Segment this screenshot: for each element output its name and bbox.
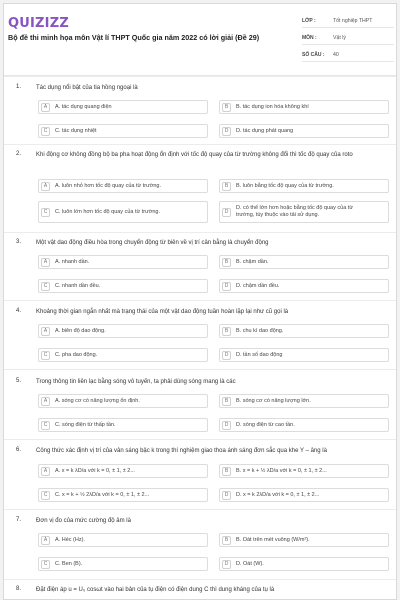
- divider: [4, 232, 397, 233]
- option-text: B. x = k + ½ λD/a với k = 0, ± 1, ± 2...: [236, 467, 327, 474]
- worksheet-header: [4, 4, 396, 76]
- question-text: Khoảng thời gian ngắn nhất mà trạng thái của một vật dao động tuần hoàn lặp lại như cũ gọi là: [36, 309, 289, 315]
- option-letter: B: [222, 397, 231, 406]
- option-a[interactable]: [38, 324, 208, 338]
- option-text: A. tác dụng quang điện: [55, 103, 112, 110]
- option-text: B. luôn bằng tốc độ quay của từ trường.: [236, 182, 334, 189]
- option-text: D. chậm dần đều.: [236, 282, 280, 289]
- option-c[interactable]: [38, 279, 208, 293]
- option-letter: A: [41, 467, 50, 476]
- option-d[interactable]: [219, 279, 389, 293]
- option-b[interactable]: [219, 533, 389, 547]
- option-text: B. Oát trên mét vuông (W/m²).: [236, 536, 310, 543]
- option-letter: C: [41, 491, 50, 500]
- option-letter: B: [222, 103, 231, 112]
- option-d[interactable]: [219, 124, 389, 138]
- option-text: D. sóng điện từ cao tần.: [236, 421, 295, 428]
- option-letter: B: [222, 536, 231, 545]
- option-letter: C: [41, 282, 50, 291]
- option-text: A. x = k λD/a với k = 0, ± 1, ± 2...: [55, 467, 135, 474]
- option-text: B. chu kì dao động.: [236, 327, 284, 334]
- question-number: 4.: [16, 308, 22, 314]
- option-d[interactable]: [219, 348, 389, 362]
- option-a[interactable]: [38, 179, 208, 193]
- option-letter: D: [222, 421, 231, 430]
- divider: [4, 144, 397, 145]
- divider: [4, 76, 397, 77]
- question-number: 7.: [16, 517, 22, 523]
- option-text: C. nhanh dần đều.: [55, 282, 101, 289]
- meta-value: 40: [333, 51, 339, 58]
- option-letter: C: [41, 351, 50, 360]
- question-number: 8.: [16, 586, 22, 592]
- divider: [4, 369, 397, 370]
- option-letter: D: [222, 351, 231, 360]
- divider: [4, 579, 397, 580]
- question-text: Một vật dao động điều hòa trong chuyển động từ biên về vị trí cân bằng là chuyển động: [36, 240, 269, 246]
- divider: [4, 509, 397, 510]
- option-letter: C: [41, 560, 50, 569]
- question-text: Đơn vị đo của mức cường độ âm là: [36, 518, 131, 524]
- option-text: A. sóng cơ có năng lượng ổn định.: [55, 397, 140, 404]
- option-letter: C: [41, 127, 50, 136]
- option-text: C. tác dụng nhiệt: [55, 127, 97, 134]
- option-c[interactable]: [38, 557, 208, 571]
- option-letter: B: [222, 182, 231, 191]
- option-d[interactable]: [219, 557, 389, 571]
- meta-label: MÔN :: [302, 34, 317, 41]
- option-c[interactable]: [38, 201, 208, 223]
- option-letter: A: [41, 397, 50, 406]
- option-letter: A: [41, 536, 50, 545]
- divider: [4, 439, 397, 440]
- question-number: 5.: [16, 378, 22, 384]
- option-b[interactable]: [219, 464, 389, 478]
- option-a[interactable]: [38, 100, 208, 114]
- question-number: 2.: [16, 151, 22, 157]
- option-text: B. sóng cơ có năng lượng lớn.: [236, 397, 311, 404]
- option-text: B. chậm dần.: [236, 258, 269, 265]
- option-a[interactable]: [38, 464, 208, 478]
- option-letter: D: [222, 127, 231, 136]
- option-b[interactable]: [219, 394, 389, 408]
- question-number: 1.: [16, 84, 22, 90]
- option-letter: C: [41, 208, 50, 217]
- meta-label: LỚP :: [302, 17, 316, 24]
- option-b[interactable]: [219, 100, 389, 114]
- option-letter: B: [222, 258, 231, 267]
- option-letter: D: [222, 282, 231, 291]
- option-c[interactable]: [38, 124, 208, 138]
- question-text: Trong thông tin liên lạc bằng sóng vô tuyến, ta phải dùng sóng mang là các: [36, 379, 236, 385]
- option-text: A. luôn nhỏ hơn tốc độ quay của từ trường.: [55, 182, 162, 189]
- meta-label: SỐ CÂU :: [302, 51, 325, 58]
- option-letter: A: [41, 182, 50, 191]
- option-letter: C: [41, 421, 50, 430]
- option-d[interactable]: [219, 488, 389, 502]
- option-text: D. Oát (W).: [236, 560, 264, 567]
- option-text: C. Ben (B).: [55, 560, 83, 567]
- option-c[interactable]: [38, 418, 208, 432]
- option-a[interactable]: [38, 394, 208, 408]
- question-text: Đặt điện áp u = U₀ cosωt vào hai bản của tụ điện có điện dung C thì dung kháng của tụ là: [36, 587, 275, 593]
- option-letter: A: [41, 103, 50, 112]
- option-text: D. tác dụng phát quang: [236, 127, 294, 134]
- quizizz-logo: QUIZIZZ: [8, 16, 69, 31]
- option-d[interactable]: [219, 201, 389, 223]
- option-c[interactable]: [38, 348, 208, 362]
- meta-box: [302, 14, 394, 65]
- option-text: D. tần số dao động: [236, 351, 283, 358]
- option-text: C. luôn lớn hơn tốc độ quay của từ trường.: [55, 208, 161, 215]
- divider: [4, 300, 397, 301]
- option-b[interactable]: [219, 255, 389, 269]
- option-c[interactable]: [38, 488, 208, 502]
- option-text: A. biên độ dao động.: [55, 327, 106, 334]
- option-text: C. pha dao động.: [55, 351, 98, 358]
- document-title: Bộ đề thi minh họa môn Vật lí THPT Quốc gia năm 2022 có lời giải (Đề 29): [8, 33, 260, 42]
- meta-value: Vật lý: [333, 34, 346, 41]
- meta-row-subject: [302, 31, 394, 45]
- option-a[interactable]: [38, 255, 208, 269]
- worksheet-page: [3, 3, 397, 600]
- option-letter: A: [41, 258, 50, 267]
- option-b[interactable]: [219, 324, 389, 338]
- question-text: Tác dụng nổi bật của tia hồng ngoại là: [36, 85, 138, 91]
- meta-row-grade: [302, 14, 394, 28]
- option-text: B. tác dụng ion hóa không khí: [236, 103, 309, 110]
- question-number: 3.: [16, 239, 22, 245]
- question-text: Khi động cơ không đồng bộ ba pha hoạt động ổn định với tốc độ quay của từ trường không đổi thì tốc độ quay của roto: [36, 152, 353, 158]
- option-letter: B: [222, 327, 231, 336]
- option-a[interactable]: [38, 533, 208, 547]
- option-text: A. nhanh dần.: [55, 258, 90, 265]
- option-text: C. x = k + ½ 2λD/a với k = 0, ± 1, ± 2...: [55, 491, 150, 498]
- option-letter: D: [222, 560, 231, 569]
- option-d[interactable]: [219, 418, 389, 432]
- question-text: Công thức xác định vị trí của vân sáng bậc k trong thí nghiệm giao thoa ánh sáng đơn sắc qua khe Y – âng là: [36, 448, 327, 454]
- option-letter: D: [222, 208, 231, 217]
- option-b[interactable]: [219, 179, 389, 193]
- option-text: C. sóng điện từ thấp tần.: [55, 421, 116, 428]
- meta-value: Tốt nghiệp THPT: [333, 17, 373, 24]
- meta-row-count: [302, 48, 394, 62]
- option-letter: D: [222, 491, 231, 500]
- option-text: D. có thể lớn hơn hoặc bằng tốc độ quay của từ trường, tùy thuộc vào tải sử dụng.: [236, 205, 353, 218]
- question-number: 6.: [16, 447, 22, 453]
- option-text: A. Héc (Hz).: [55, 536, 85, 543]
- option-letter: B: [222, 467, 231, 476]
- option-letter: A: [41, 327, 50, 336]
- option-text: D. x = k 2λD/a với k = 0, ± 1, ± 2...: [236, 491, 320, 498]
